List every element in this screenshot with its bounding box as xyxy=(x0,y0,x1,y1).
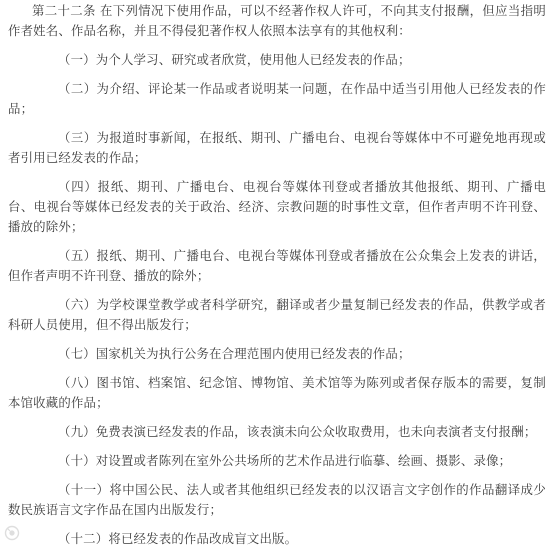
clause-5: （五）报纸、期刊、广播电台、电视台等媒体刊登或者播放在公众集会上发表的讲话，但作者声明不许刊登、播放的除外； xyxy=(8,248,546,283)
clause-6: （六）为学校课堂教学或者科学研究，翻译或者少量复制已经发表的作品，供教学或者科研人员使用，但不得出版发行； xyxy=(8,297,546,332)
clause-11: （十一）将中国公民、法人或者其他组织已经发表的以汉语言文字创作的作品翻译成少数民族语言文字作品在国内出版发行； xyxy=(8,482,546,517)
watermark-logo xyxy=(4,522,76,544)
clause-7: （七）国家机关为执行公务在合理范围内使用已经发表的作品； xyxy=(58,346,411,361)
article-22-intro: 第二十二条 在下列情况下使用作品，可以不经著作权人许可，不向其支付报酬，但应当指明作者姓名、作品名称，并且不得侵犯著作权人依照本法享有的其他权利： xyxy=(8,3,546,38)
clause-9: （九）免费表演已经发表的作品，该表演未向公众收取费用，也未向表演者支付报酬； xyxy=(58,424,537,439)
clause-4: （四）报纸、期刊、广播电台、电视台等媒体刊登或者播放其他报纸、期刊、广播电台、电视台等媒体已经发表的关于政治、经济、宗教问题的时事性文章，但作者声明不许刊登、播放的除外； xyxy=(8,179,546,234)
clause-1: （一）为个人学习、研究或者欣赏，使用他人已经发表的作品； xyxy=(58,52,411,67)
clause-10: （十）对设置或者陈列在室外公共场所的艺术作品进行临摹、绘画、摄影、录像； xyxy=(58,453,512,468)
clause-8: （八）图书馆、档案馆、纪念馆、博物馆、美术馆等为陈列或者保存版本的需要，复制本馆收藏的作品； xyxy=(8,375,546,410)
clause-12: （十二）将已经发表的作品改成盲文出版。 xyxy=(58,531,298,546)
clause-2: （二）为介绍、评论某一作品或者说明某一问题，在作品中适当引用他人已经发表的作品； xyxy=(8,81,546,116)
clause-3: （三）为报道时事新闻，在报纸、期刊、广播电台、电视台等媒体中不可避免地再现或者引用已经发表的作品； xyxy=(8,130,546,165)
camera-logo-icon xyxy=(4,525,20,541)
